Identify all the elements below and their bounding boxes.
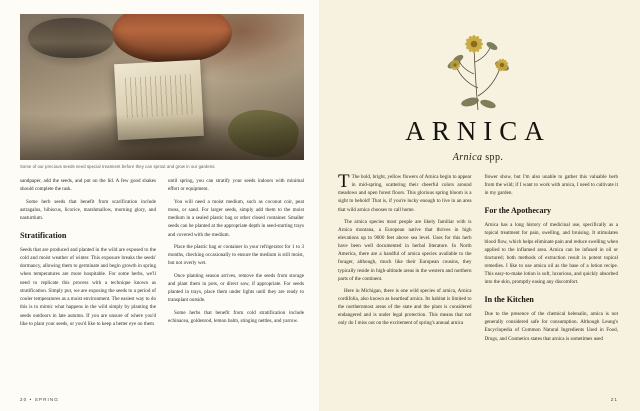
body-paragraph: until spring, you can stratify your seeds indoors with minimal effort or equipment. [168, 178, 304, 193]
section-heading-kitchen: In the Kitchen [484, 295, 534, 305]
body-paragraph: Here in Michigan, there is one wild species of arnica, Arnica cordifolia, also known as heartleaf arnica. Its habitat is limited to the northernmost areas of the state and the plant is considered endangered and is under legal protection. This means that not only do I miss out on the excitement of spring's annual arnica [338, 287, 472, 327]
right-body-columns [338, 173, 618, 343]
body-paragraph: flower show, but I'm also unable to gather this valuable herb from the wild; if I want to work with arnica, I need to cultivate it in my garden. [484, 174, 618, 197]
right-page [320, 0, 640, 411]
photo-caption: Some of our precious seeds need special treatment before they can sprout and grow in our gardens. [20, 164, 216, 169]
page-subtitle [338, 152, 618, 163]
terracotta-pot-shape [112, 14, 232, 62]
page-title: ARNICA [405, 116, 551, 146]
page-folio-left: 20 • SPRING [20, 397, 59, 402]
seed-photo [20, 14, 304, 160]
body-paragraph: Due to the presence of the chemical helenalin, arnica is not generally considered safe for consumption. Although Leung's Encyclopedia of Common Natural Ingredients Used in Food, Drugs, and Cosmetics states that arnica is sometimes used [484, 311, 618, 342]
subtitle-species: spp. [482, 152, 504, 163]
body-paragraph: Seeds that are produced and planted in the wild are exposed to the cold and moist weather of winter. This exposure breaks the seeds' dormancy, allowing them to germinate and begin growth in spring when temperatures are more hospitable. For some herbs, we'll need to replicate this process with a technique known as stratification. Simply put, we are exposing the seeds to a period of cooler temperatures as a moist environment. The easiest way to do this is to mimic what happens in the wild simply by planting the seeds outdoors in late autumn. If you are unsure of where you'd like to plant your seeds, or you'd like to keep a better eye on them [20, 246, 156, 327]
body-paragraph: sandpaper, add the seeds, and put on the lid. A few good shakes should complete the task. [20, 178, 156, 193]
body-paragraph: The arnica species most people are likely familiar with is Arnica montana, a European native that thrives in high elevations up to 9000 feet above sea level. Uses for this herb have been well documented in herbal literature. In North America, there are a handful of arnica species available to the forager, although, much like their European cousins, they typically reside in high-altitude areas in the western and northern parts of the continent. [338, 218, 472, 282]
body-paragraph: Once planting season arrives, remove the seeds from storage and plant them in pots, or direct sow, if appropriate. For seeds planted in trays, place them under lights until they are ready to transplant outside. [168, 272, 304, 304]
section-heading-stratification: Stratification [20, 231, 67, 241]
drop-cap: T [338, 171, 350, 192]
photo-vignette [20, 114, 304, 160]
dark-bowl-shape [28, 18, 114, 58]
page-folio-right: 21 [610, 397, 618, 402]
lead-paragraph-text: The bold, bright, yellow flowers of Arnica begin to appear in mid-spring, scattering their cheerful colors around meadows and open forest floors. This glorious spring bloom is a sight to behold! That is, if you're lucky enough to live in an area that wild arnica chooses to call home. [338, 174, 472, 213]
body-paragraph: You will need a moist medium, such as coconut coir, peat moss, or sand. For larger seeds, simply add them to the moist medium in a sealed plastic bag or other closed container. Smaller seeds can be planted at the appropriate depth in seed-starting trays and covered with the medium. [168, 198, 304, 238]
body-paragraph: Place the plastic bag or container in your refrigerator for 1 to 3 months, checking occasionally to ensure the medium is still moist, but not overly wet. [168, 243, 304, 267]
body-paragraph: Some herb seeds that benefit from scarification include astragalus, hibiscus, licorice, marshmallow, morning glory, and nasturtium. [20, 198, 156, 221]
subtitle-genus: Arnica [452, 152, 483, 163]
arnica-illustration-svg [418, 18, 538, 114]
body-paragraph: Some herbs that benefit from cold stratification include echinacea, goldenrod, lemon balm, stinging nettles, and yarrow. [168, 309, 304, 324]
body-paragraph: Arnica has a long history of medicinal use, specifically as a topical treatment for pain, swelling, and bruising. It stimulates blood flow, which helps eliminate pain and reduce swelling when applied to the inflamed area. Arnica can be infused in oil or tinctured; both methods of extraction result in potent topical remedies. I like to use arnica oil as the base of a lotion recipe. This easy-to-make lotion is soft, luxurious, and quickly absorbed into the skin, promptly easing any discomfort. [484, 222, 618, 286]
section-heading-apothecary: For the Apothecary [484, 206, 552, 216]
arnica-botanical-illustration [338, 18, 618, 114]
left-body-columns [20, 177, 304, 331]
lead-paragraph [338, 173, 472, 214]
